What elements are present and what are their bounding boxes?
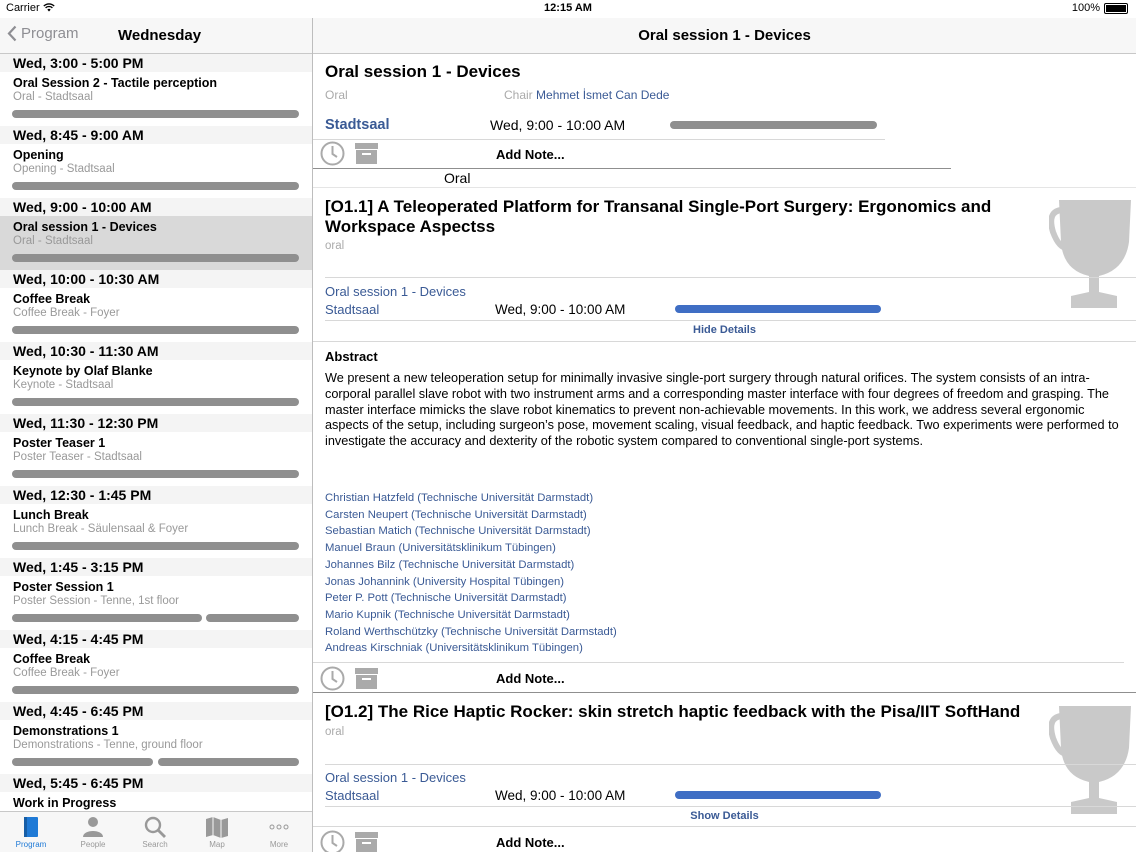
timeline-bar — [12, 686, 299, 694]
paper-session-link[interactable]: Oral session 1 - Devices — [325, 770, 466, 785]
time-header: Wed, 10:30 - 11:30 AM — [0, 342, 312, 360]
add-note-button[interactable]: Add Note... — [496, 835, 565, 850]
session-subtitle: Oral - Stadtsaal — [13, 235, 93, 247]
paper-title: [O1.1] A Teleoperated Platform for Transanal Single-Port Surgery: Ergonomics and Workspace Aspectss — [325, 197, 992, 236]
session-item[interactable] — [0, 288, 312, 342]
time-header: Wed, 4:45 - 6:45 PM — [0, 702, 312, 720]
archive-icon[interactable] — [354, 142, 379, 165]
author-link[interactable]: Johannes Bilz (Technische Universität Darmstadt) — [325, 558, 575, 571]
search-icon — [143, 815, 167, 839]
detail-pane — [313, 18, 1136, 852]
detail-nav-title: Oral session 1 - Devices — [313, 18, 1136, 54]
abstract-heading: Abstract — [325, 349, 378, 364]
session-subtitle: Oral - Stadtsaal — [13, 91, 93, 103]
session-group — [0, 270, 312, 342]
session-subtitle: Keynote - Stadtsaal — [13, 379, 114, 391]
map-icon — [205, 815, 229, 839]
divider — [325, 320, 1136, 321]
author-link[interactable]: Peter P. Pott (Technische Universität Darmstadt) — [325, 592, 567, 605]
paper-title: [O1.2] The Rice Haptic Rocker: skin stretch haptic feedback with the Pisa/IIT SoftHand — [325, 702, 1021, 721]
chair-info — [504, 88, 669, 102]
tab-search[interactable]: Search — [124, 814, 186, 849]
session-item[interactable] — [0, 504, 312, 558]
time-header: Wed, 12:30 - 1:45 PM — [0, 486, 312, 504]
timeline-bar — [12, 758, 153, 766]
clock-icon[interactable] — [320, 141, 345, 166]
author-link[interactable]: Jonas Johannink (University Hospital Tübingen) — [325, 575, 565, 588]
session-title: Work in Progress — [13, 796, 117, 810]
timeline-bar — [12, 614, 202, 622]
time-header: Wed, 8:45 - 9:00 AM — [0, 126, 312, 144]
session-title: Oral session 1 - Devices — [13, 220, 157, 234]
timeline-bar — [12, 182, 299, 190]
session-group — [0, 126, 312, 198]
session-item[interactable] — [0, 72, 312, 126]
session-time: Wed, 9:00 - 10:00 AM — [490, 117, 626, 133]
session-subtitle: Coffee Break - Foyer — [13, 667, 120, 679]
add-note-button[interactable]: Add Note... — [496, 147, 565, 162]
session-item[interactable] — [0, 144, 312, 198]
left-nav-bar — [0, 18, 312, 54]
session-subtitle: Poster Session - Tenne, 1st floor — [13, 595, 179, 607]
program-list-pane — [0, 18, 313, 852]
divider — [313, 187, 1136, 188]
session-title: Poster Session 1 — [13, 580, 114, 594]
person-icon — [81, 815, 105, 839]
timeline-bar — [675, 791, 881, 799]
session-item[interactable] — [0, 720, 312, 774]
time-header: Wed, 4:15 - 4:45 PM — [0, 630, 312, 648]
back-button[interactable]: Program — [7, 25, 79, 42]
session-item[interactable] — [0, 648, 312, 702]
clock-time: 12:15 AM — [544, 2, 592, 14]
section-header: Oral — [444, 170, 471, 186]
session-item[interactable] — [0, 432, 312, 486]
divider — [313, 341, 1136, 342]
session-title: Coffee Break — [13, 652, 91, 666]
timeline-bar — [12, 254, 299, 262]
author-link[interactable]: Roland Werthschützky (Technische Universität Darmstadt) — [325, 625, 617, 638]
session-subtitle: Demonstrations - Tenne, ground floor — [13, 739, 203, 751]
time-header: Wed, 10:00 - 10:30 AM — [0, 270, 312, 288]
timeline-bar — [206, 614, 299, 622]
session-title: Demonstrations 1 — [13, 724, 119, 738]
time-header: Wed, 1:45 - 3:15 PM — [0, 558, 312, 576]
session-title: Poster Teaser 1 — [13, 436, 106, 450]
timeline-bar — [12, 326, 299, 334]
author-link[interactable]: Christian Hatzfeld (Technische Universität Darmstadt) — [325, 492, 594, 504]
paper-room-link[interactable]: Stadtsaal — [325, 302, 380, 317]
paper-type: oral — [325, 726, 345, 738]
tab-program[interactable]: Program — [0, 814, 62, 849]
session-title: Oral Session 2 - Tactile perception — [13, 76, 217, 90]
carrier-label: Carrier — [6, 2, 55, 14]
session-item[interactable] — [0, 360, 312, 414]
chair-label: Chair — [504, 88, 533, 102]
session-group — [0, 486, 312, 558]
timeline-bar — [12, 110, 299, 118]
paper-type: oral — [325, 240, 345, 252]
abstract-text: We present a new teleoperation setup for minimally invasive single-port surgery through natural orifices. The system consists of an intra-corporal parallel slave robot with two instrument arms and a corresponding master interface with four degrees of freedom and grasping. The master interface mimicks the slave robot kinematics to prevent non-achievable movements. In this work, we address several ergonomic aspects of the setup, including surgeon’s pose, movement scaling, visual feedback, and haptic feedback. Two experiments were performed to investigate the accuracy and dexterity of the robotic system compared to conventional single-port systems. — [325, 371, 1119, 449]
clock-icon[interactable] — [320, 666, 345, 691]
session-subtitle: Poster Teaser - Stadtsaal — [13, 451, 142, 463]
session-group — [0, 702, 312, 774]
battery-status: 100% — [1072, 2, 1128, 14]
session-title: Opening — [13, 148, 64, 162]
paper-room-link[interactable]: Stadtsaal — [325, 788, 380, 803]
show-details-button: Show Details — [690, 810, 759, 822]
session-subtitle: Opening - Stadtsaal — [13, 163, 115, 175]
hide-details-button: Hide Details — [693, 324, 756, 336]
add-note-button[interactable]: Add Note... — [496, 671, 565, 686]
session-group — [0, 198, 312, 270]
divider — [313, 826, 1136, 827]
room-link[interactable]: Stadtsaal — [325, 117, 390, 133]
session-list — [0, 54, 312, 846]
time-header: Wed, 3:00 - 5:00 PM — [0, 54, 312, 72]
battery-icon — [1104, 3, 1128, 14]
timeline-bar — [12, 542, 299, 550]
session-subtitle: Coffee Break - Foyer — [13, 307, 120, 319]
divider — [313, 662, 1124, 663]
session-title: Coffee Break — [13, 292, 91, 306]
timeline-bar — [670, 121, 877, 129]
session-title: Lunch Break — [13, 508, 89, 522]
session-group — [0, 414, 312, 486]
book-icon — [21, 815, 41, 839]
timeline-bar — [12, 470, 299, 478]
paper-session-link[interactable]: Oral session 1 - Devices — [325, 284, 466, 299]
tab-bar — [0, 811, 312, 852]
chevron-left-icon — [7, 25, 17, 42]
session-title: Keynote by Olaf Blanke — [13, 364, 153, 378]
session-group — [0, 630, 312, 702]
time-header: Wed, 11:30 - 12:30 PM — [0, 414, 312, 432]
session-item[interactable] — [0, 576, 312, 630]
timeline-bar — [675, 305, 881, 313]
session-group — [0, 342, 312, 414]
time-header: Wed, 9:00 - 10:00 AM — [0, 198, 312, 216]
time-header: Wed, 5:45 - 6:45 PM — [0, 774, 312, 792]
author-link[interactable]: Manuel Braun (Universitätsklinikum Tübingen) — [325, 542, 556, 555]
clock-icon[interactable] — [320, 830, 345, 852]
author-link[interactable]: Carsten Neupert (Technische Universität Darmstadt) — [325, 508, 587, 521]
more-icon — [267, 815, 291, 839]
timeline-bar — [12, 398, 299, 406]
timeline-bar — [158, 758, 299, 766]
divider — [325, 277, 1136, 278]
session-type: Oral — [325, 88, 348, 102]
session-title: Oral session 1 - Devices — [325, 62, 521, 81]
paper-time: Wed, 9:00 - 10:00 AM — [495, 302, 626, 317]
divider — [325, 764, 1136, 765]
tab-map[interactable]: Map — [186, 814, 248, 849]
chair-name[interactable]: Mehmet İsmet Can Dede — [536, 88, 670, 102]
author-link[interactable]: Mario Kupnik (Technische Universität Darmstadt) — [325, 608, 570, 621]
author-link[interactable]: Andreas Kirschniak (Universitätsklinikum Tübingen) — [325, 642, 583, 655]
divider — [325, 806, 1136, 807]
session-item-selected[interactable] — [0, 216, 312, 270]
status-bar — [0, 0, 1136, 18]
author-list — [325, 490, 617, 657]
tab-people[interactable]: People — [62, 814, 124, 849]
archive-icon[interactable] — [354, 831, 379, 852]
session-group — [0, 54, 312, 126]
paper-time: Wed, 9:00 - 10:00 AM — [495, 788, 626, 803]
tab-more[interactable]: More — [248, 814, 310, 849]
session-subtitle: Lunch Break - Säulensaal & Foyer — [13, 523, 189, 535]
divider — [313, 168, 951, 169]
divider — [313, 139, 885, 140]
author-link[interactable]: Sebastian Matich (Technische Universität Darmstadt) — [325, 525, 591, 538]
archive-icon[interactable] — [354, 667, 379, 690]
day-title: Wednesday — [118, 27, 202, 44]
divider — [313, 692, 1136, 693]
session-group — [0, 558, 312, 630]
